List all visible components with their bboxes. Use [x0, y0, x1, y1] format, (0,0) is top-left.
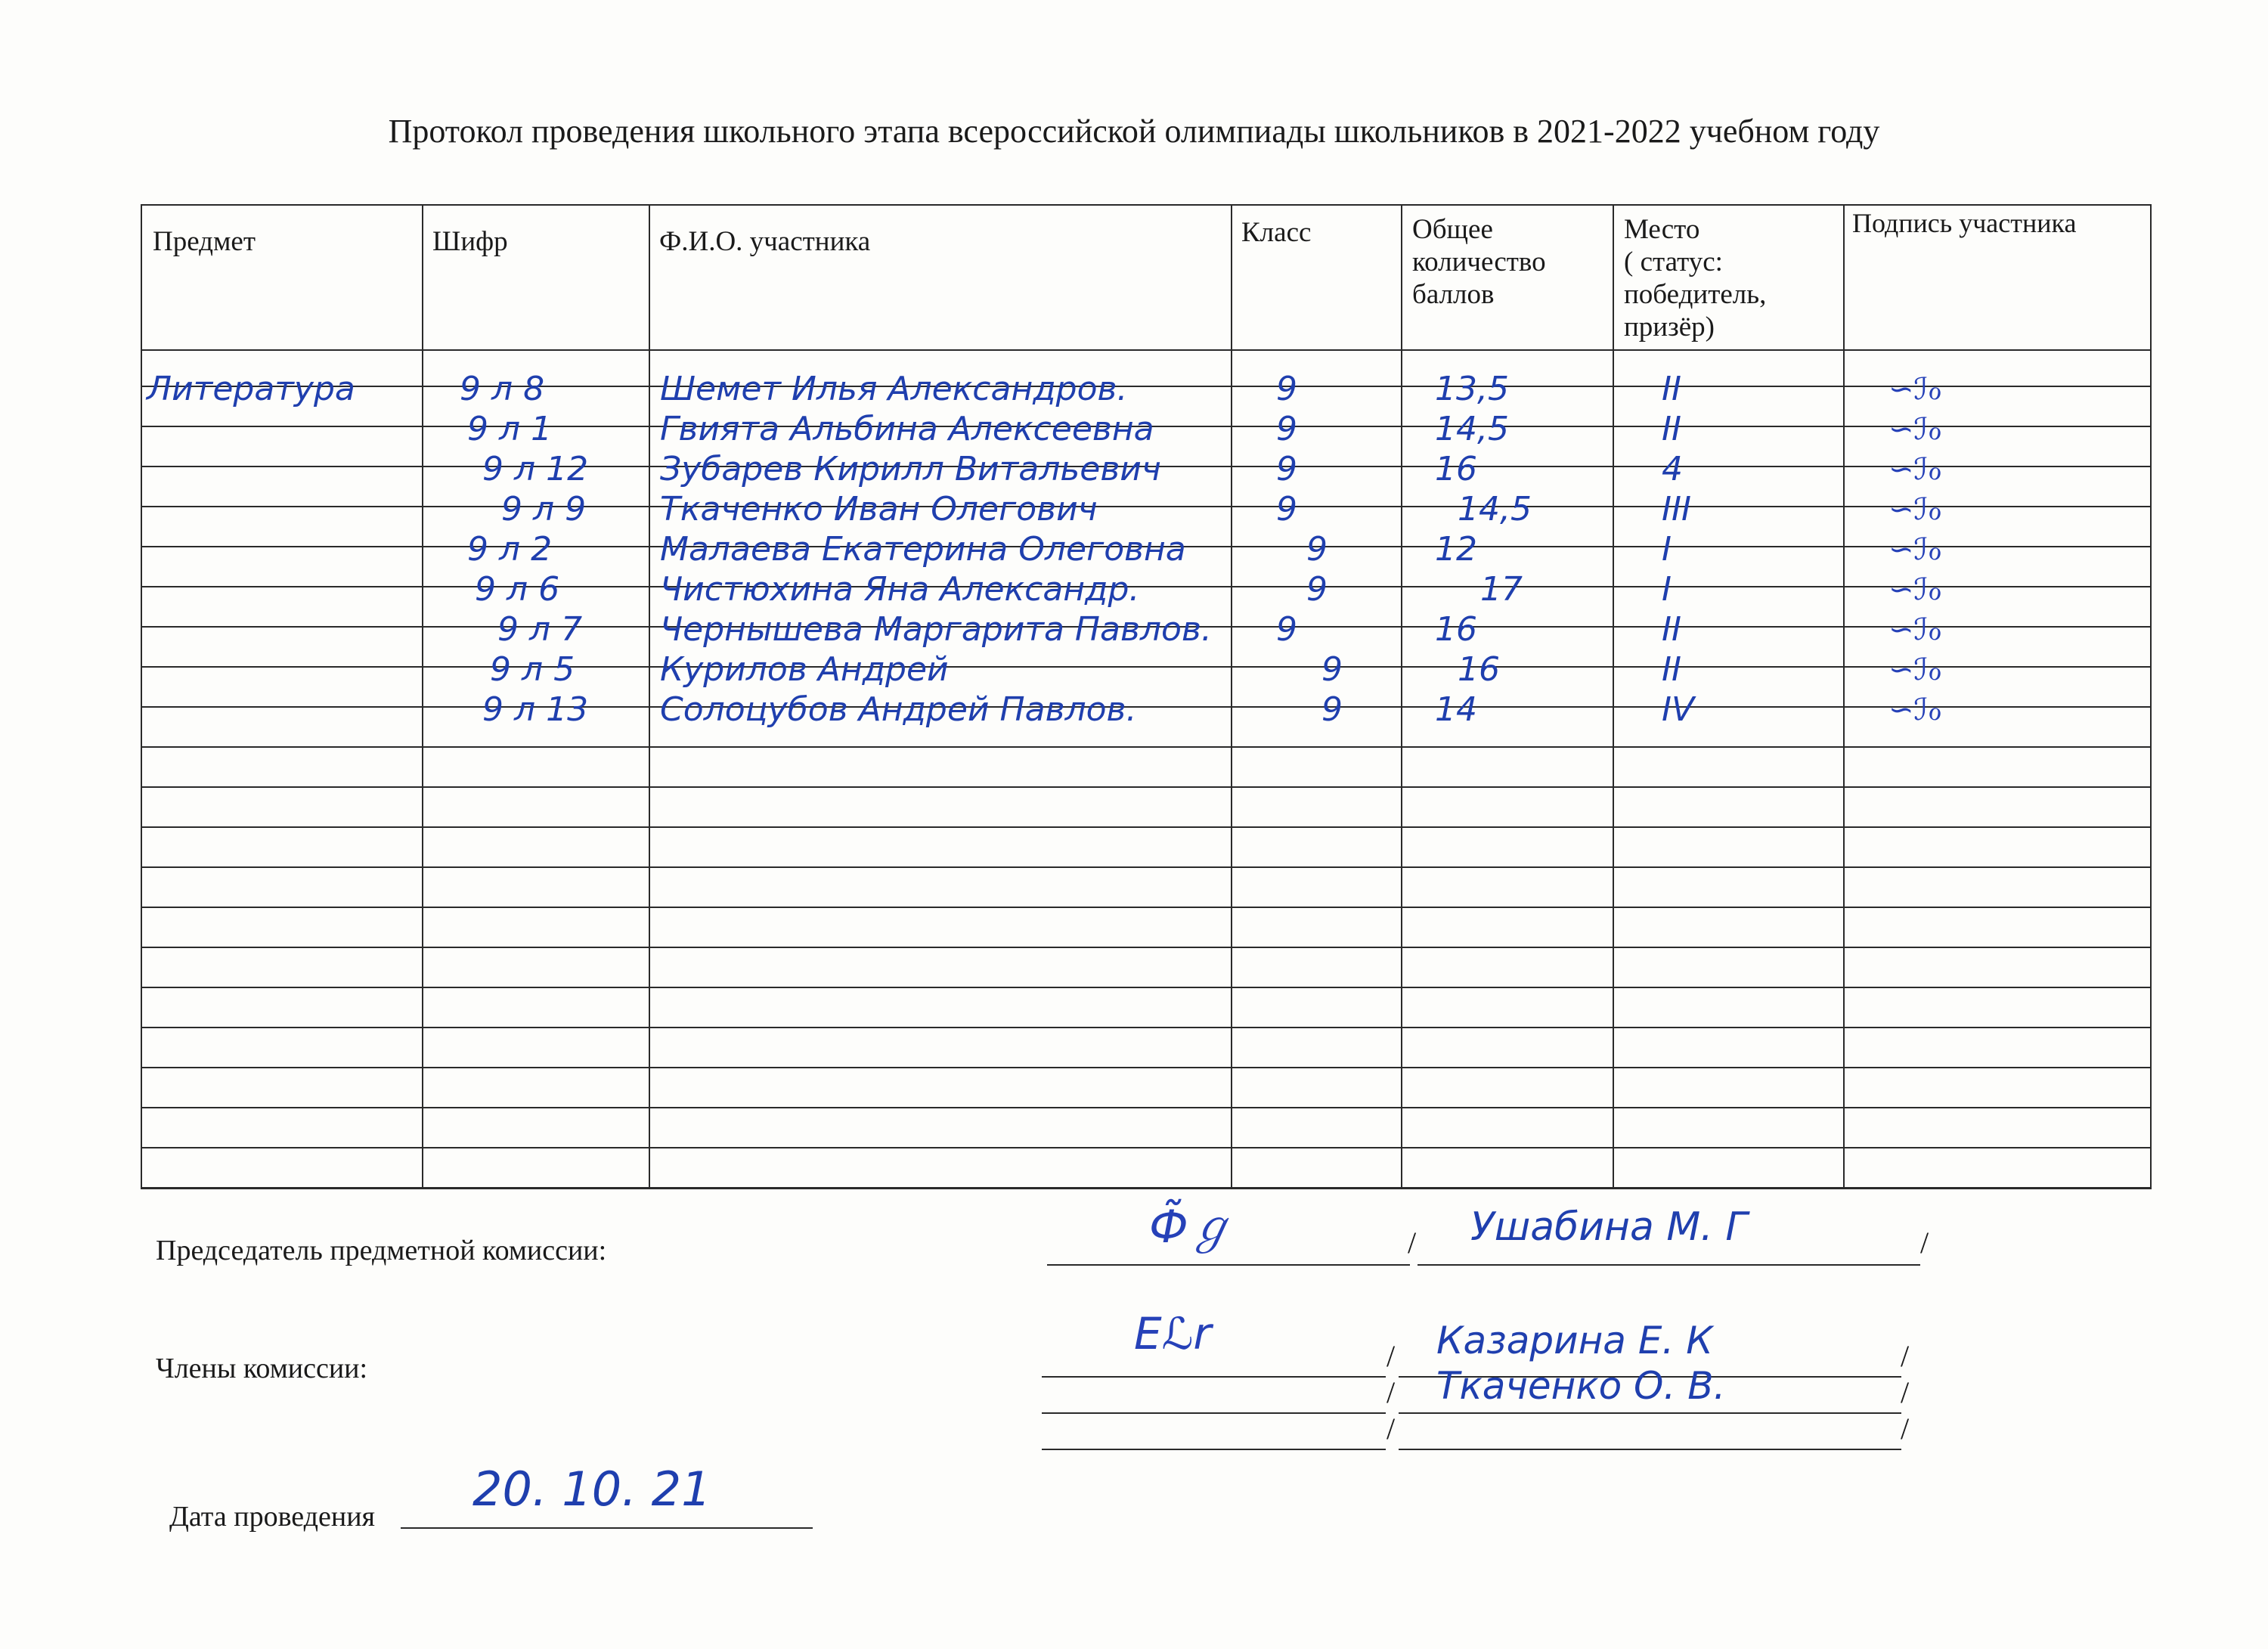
row-name: Шемет Илья Александров. — [660, 370, 1128, 408]
row-grade: 9 — [1276, 490, 1297, 528]
date-line — [401, 1527, 813, 1529]
row-grade: 9 — [1321, 650, 1343, 689]
row-name: Зубарев Кирилл Витальевич — [660, 450, 1161, 488]
participant-signature: ∽ℐℴ — [1888, 572, 1942, 607]
table-rule — [142, 586, 2150, 587]
results-table — [141, 204, 2152, 1189]
header-subject: Предмет — [153, 226, 256, 257]
header-grade: Класс — [1241, 217, 1312, 248]
table-rule — [142, 386, 2150, 387]
row-grade: 9 — [1276, 610, 1297, 649]
table-rule — [142, 1067, 2150, 1068]
row-score: 13,5 — [1435, 370, 1509, 408]
table-rule — [142, 1107, 2150, 1108]
row-place: I — [1662, 570, 1672, 609]
header-place: Место ( статус: победитель, призёр) — [1624, 214, 1767, 343]
row-code: 9 л 8 — [460, 370, 545, 408]
row-code: 9 л 6 — [475, 570, 560, 609]
row-name: Чистюхина Яна Александр. — [660, 570, 1140, 609]
participant-signature: ∽ℐℴ — [1888, 452, 1942, 487]
table-rule — [142, 866, 2150, 868]
table-rule — [142, 826, 2150, 828]
row-code: 9 л 9 — [501, 490, 587, 528]
members-label: Члены комиссии: — [156, 1353, 368, 1384]
table-rule — [142, 1027, 2150, 1028]
row-code: 9 л 1 — [467, 410, 553, 448]
row-score: 16 — [1435, 450, 1477, 488]
row-score: 17 — [1480, 570, 1523, 609]
table-rule — [142, 746, 2150, 748]
table-rule — [142, 1187, 2150, 1189]
row-name: Ткаченко Иван Олегович — [660, 490, 1098, 528]
row-name: Чернышева Маргарита Павлов. — [660, 610, 1212, 649]
table-rule — [142, 1147, 2150, 1148]
row-place: II — [1662, 370, 1681, 408]
row-grade: 9 — [1321, 690, 1343, 729]
row-grade: 9 — [1306, 570, 1328, 609]
row-score: 16 — [1458, 650, 1500, 689]
header-signature: Подпись участника — [1852, 208, 2077, 238]
row-place: II — [1662, 650, 1681, 689]
header-code: Шифр — [432, 226, 508, 257]
row-place: II — [1662, 410, 1681, 448]
participant-signature: ∽ℐℴ — [1888, 532, 1942, 567]
row-grade: 9 — [1276, 450, 1297, 488]
table-rule — [142, 506, 2150, 507]
date-label: Дата проведения — [169, 1501, 376, 1533]
row-place: IV — [1662, 690, 1695, 729]
participant-signature: ∽ℐℴ — [1888, 693, 1942, 727]
table-rule — [142, 666, 2150, 668]
row-score: 14 — [1435, 690, 1477, 729]
participant-signature: ∽ℐℴ — [1888, 612, 1942, 647]
header-name: Ф.И.О. участника — [659, 226, 871, 257]
row-name: Курилов Андрей — [660, 650, 949, 689]
row-score: 14,5 — [1458, 490, 1532, 528]
row-place: II — [1662, 610, 1681, 649]
row-place: I — [1662, 530, 1672, 569]
row-code: 9 л 13 — [482, 690, 589, 729]
row-code: 9 л 12 — [482, 450, 589, 488]
row-score: 14,5 — [1435, 410, 1509, 448]
header-score: Общее количество баллов — [1412, 214, 1546, 310]
row-name: Малаева Екатерина Олеговна — [660, 530, 1186, 569]
row-grade: 9 — [1306, 530, 1328, 569]
chair-label: Председатель предметной комиссии: — [156, 1235, 607, 1266]
row-code: 9 л 5 — [490, 650, 575, 689]
member-name-1: Казарина Е. К — [1436, 1319, 1713, 1362]
member-signature: Еℒr — [1134, 1308, 1212, 1359]
member-name-2: Ткаченко О. В. — [1436, 1364, 1726, 1408]
chair-signature: Ф̃ℊ — [1149, 1201, 1234, 1254]
subject-cell: Литература — [147, 370, 355, 408]
table-rule — [142, 907, 2150, 908]
table-rule — [142, 947, 2150, 948]
row-name: Гвията Альбина Алексеевна — [660, 410, 1154, 448]
participant-signature: ∽ℐℴ — [1888, 652, 1942, 687]
participant-signature: ∽ℐℴ — [1888, 372, 1942, 407]
table-rule — [142, 706, 2150, 708]
chair-signature-line — [1047, 1264, 1410, 1266]
row-grade: 9 — [1276, 370, 1297, 408]
row-score: 16 — [1435, 610, 1477, 649]
participant-signature: ∽ℐℴ — [1888, 412, 1942, 447]
row-score: 12 — [1435, 530, 1477, 569]
row-code: 9 л 2 — [467, 530, 553, 569]
table-rule — [142, 987, 2150, 988]
row-name: Солоцубов Андрей Павлов. — [660, 690, 1137, 729]
row-code: 9 л 7 — [497, 610, 583, 649]
row-place: 4 — [1662, 450, 1683, 488]
table-rule — [142, 786, 2150, 788]
participant-signature: ∽ℐℴ — [1888, 492, 1942, 527]
table-rule — [142, 349, 2150, 351]
row-place: III — [1662, 490, 1691, 528]
row-grade: 9 — [1276, 410, 1297, 448]
document-title: Протокол проведения школьного этапа всероссийской олимпиады школьников в 2021-2022 учебном году — [388, 113, 1880, 150]
chair-name: Ушабина М. Г — [1470, 1204, 1748, 1250]
date-value: 20. 10. 21 — [472, 1461, 711, 1517]
